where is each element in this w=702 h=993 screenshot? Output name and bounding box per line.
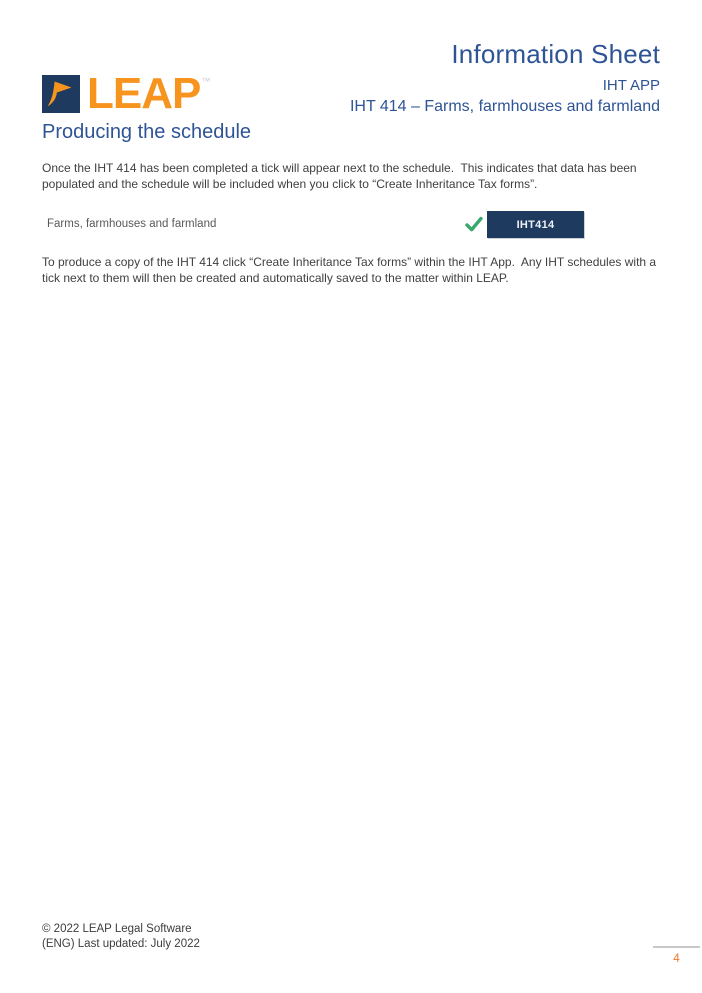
paragraph-produce-copy: To produce a copy of the IHT 414 click “Create Inheritance Tax forms” within the IHT App. Any IHT schedules with a tick next to them will then be created and automatically saved to the matter within LEAP. <box>42 255 660 285</box>
document-subtitle-form: IHT 414 – Farms, farmhouses and farmland <box>349 98 660 115</box>
check-icon <box>465 216 483 233</box>
footer-last-updated: (ENG) Last updated: July 2022 <box>42 937 200 950</box>
header-title-block <box>350 40 660 116</box>
footer-copyright: © 2022 LEAP Legal Software <box>42 923 192 935</box>
leap-wordmark: LEAP <box>87 69 201 118</box>
page-number-box <box>653 946 700 965</box>
trademark-symbol: ™ <box>201 76 211 86</box>
document-subtitle-app: IHT APP <box>602 77 660 94</box>
schedule-label: Farms, farmhouses and farmland <box>47 218 217 230</box>
leap-logo-icon <box>42 75 80 113</box>
leap-logo <box>42 69 211 118</box>
page-number: 4 <box>673 951 680 965</box>
footer <box>42 922 200 951</box>
iht414-button[interactable]: IHT414 <box>487 211 584 238</box>
document-title: Information Sheet <box>451 39 660 69</box>
paragraph-tick-explanation: Once the IHT 414 has been completed a tick will appear next to the schedule. This indicates that data has been populated and the schedule will be included when you click to “Create Inheritance Tax forms”. <box>42 161 640 191</box>
schedule-row <box>47 211 585 238</box>
section-heading: Producing the schedule <box>42 121 252 143</box>
